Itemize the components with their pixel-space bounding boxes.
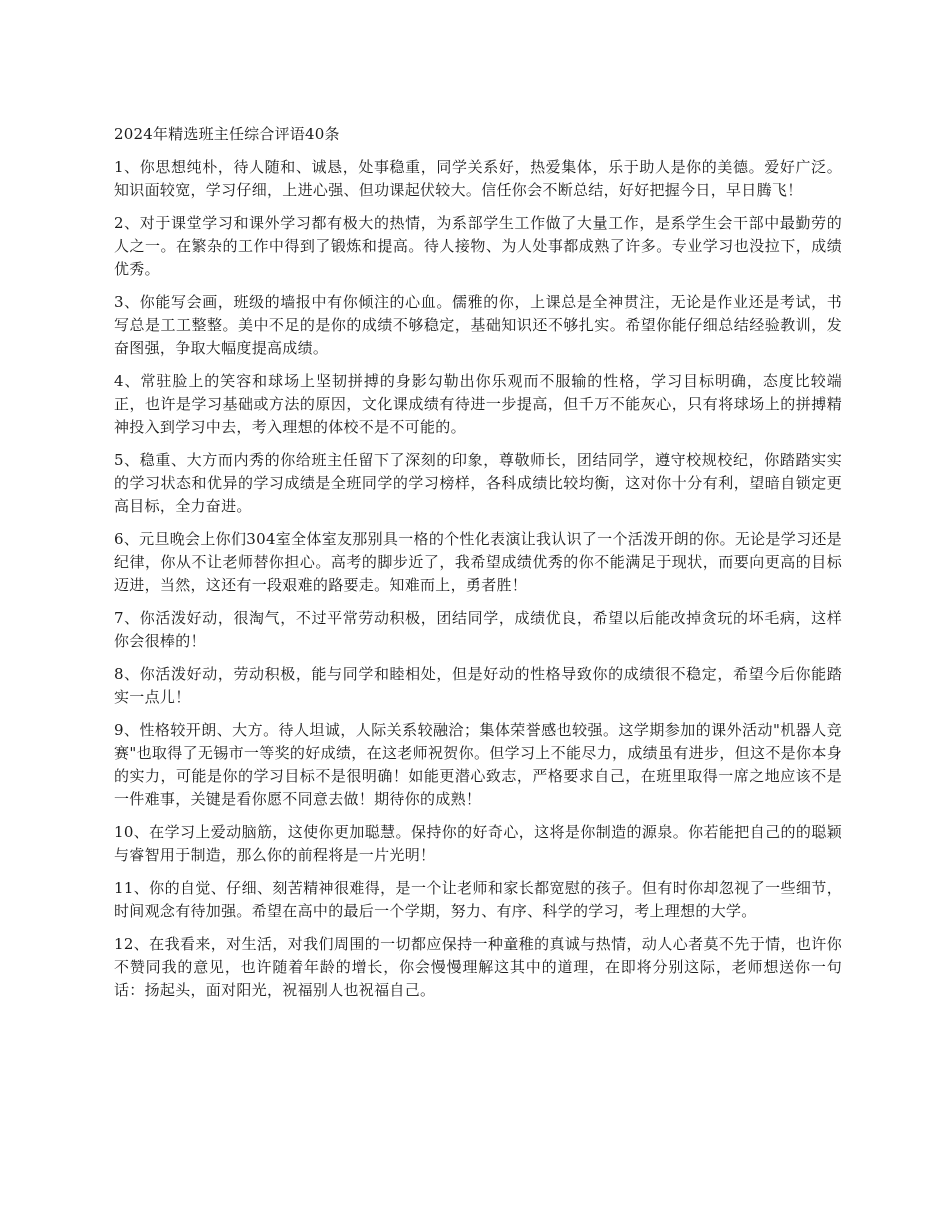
comment-paragraph-8: 8、你活泼好动，劳动积极，能与同学和睦相处，但是好动的性格导致你的成绩很不稳定，希望今后你能踏实一点儿！ xyxy=(114,665,842,706)
comment-paragraph-12: 12、在我看来，对生活，对我们周围的一切都应保持一种童稚的真诚与热情，动人心者莫不先于情，也许你不赞同我的意见，也许随着年龄的增长，你会慢慢理解这其中的道理，在即将分别这际，老师想送你一句话：扬起头，面对阳光，祝福别人也祝福自己。 xyxy=(114,935,842,999)
comment-paragraph-7: 7、你活泼好动，很淘气，不过平常劳动积极，团结同学，成绩优良，希望以后能改掉贪玩的坏毛病，这样你会很棒的！ xyxy=(114,609,842,650)
comment-paragraph-1: 1、你思想纯朴，待人随和、诚恳，处事稳重，同学关系好，热爱集体，乐于助人是你的美德。爱好广泛。知识面较宽，学习仔细，上进心强、但功课起伏较大。信任你会不断总结，好好把握今日，早日腾飞！ xyxy=(114,158,842,199)
comment-paragraph-2: 2、对于课堂学习和课外学习都有极大的热情，为系部学生工作做了大量工作，是系学生会干部中最勤劳的人之一。在繁杂的工作中得到了锻炼和提高。待人接物、为人处事都成熟了许多。专业学习也没拉下，成绩优秀。 xyxy=(114,214,842,278)
comment-paragraph-4: 4、常驻脸上的笑容和球场上坚韧拼搏的身影勾勒出你乐观而不服输的性格，学习目标明确，态度比较端正，也许是学习基础或方法的原因，文化课成绩有待进一步提高，但千万不能灰心，只有将球场上的拼搏精神投入到学习中去，考入理想的体校不是不可能的。 xyxy=(114,372,842,436)
comment-paragraph-11: 11、你的自觉、仔细、刻苦精神很难得，是一个让老师和家长都宽慰的孩子。但有时你却忽视了一些细节，时间观念有待加强。希望在高中的最后一个学期，努力、有序、科学的学习，考上理想的大学。 xyxy=(114,879,842,920)
document-body xyxy=(114,122,842,1012)
comment-paragraph-6: 6、元旦晚会上你们304室全体室友那别具一格的个性化表演让我认识了一个活泼开朗的你。无论是学习还是纪律，你从不让老师替你担心。高考的脚步近了，我希望成绩优秀的你不能满足于现状，而要向更高的目标迈进，当然，这还有一段艰难的路要走。知难而上，勇者胜！ xyxy=(114,530,842,594)
comment-paragraph-9: 9、性格较开朗、大方。待人坦诚，人际关系较融洽；集体荣誉感也较强。这学期参加的课外活动"机器人竞赛"也取得了无锡市一等奖的好成绩，在这老师祝贺你。但学习上不能尽力，成绩虽有进步，但这不是你本身的实力，可能是你的学习目标不是很明确！如能更潜心致志，严格要求自己，在班里取得一席之地应该不是一件难事，关键是看你愿不同意去做！期待你的成熟！ xyxy=(114,721,842,808)
comment-paragraph-3: 3、你能写会画，班级的墙报中有你倾注的心血。儒雅的你，上课总是全神贯注，无论是作业还是考试，书写总是工工整整。美中不足的是你的成绩不够稳定，基础知识还不够扎实。希望你能仔细总结经验教训，发奋图强，争取大幅度提高成绩。 xyxy=(114,293,842,357)
comment-paragraph-5: 5、稳重、大方而内秀的你给班主任留下了深刻的印象，尊敬师长，团结同学，遵守校规校纪，你踏踏实实的学习状态和优异的学习成绩是全班同学的学习榜样，各科成绩比较均衡，这对你十分有利，望暗自锁定更高目标，全力奋进。 xyxy=(114,451,842,515)
document-title: 2024年精选班主任综合评语40条 xyxy=(114,125,340,143)
comment-paragraph-10: 10、在学习上爱动脑筋，这使你更加聪慧。保持你的好奇心，这将是你制造的源泉。你若能把自己的的聪颖与睿智用于制造，那么你的前程将是一片光明！ xyxy=(114,823,842,864)
